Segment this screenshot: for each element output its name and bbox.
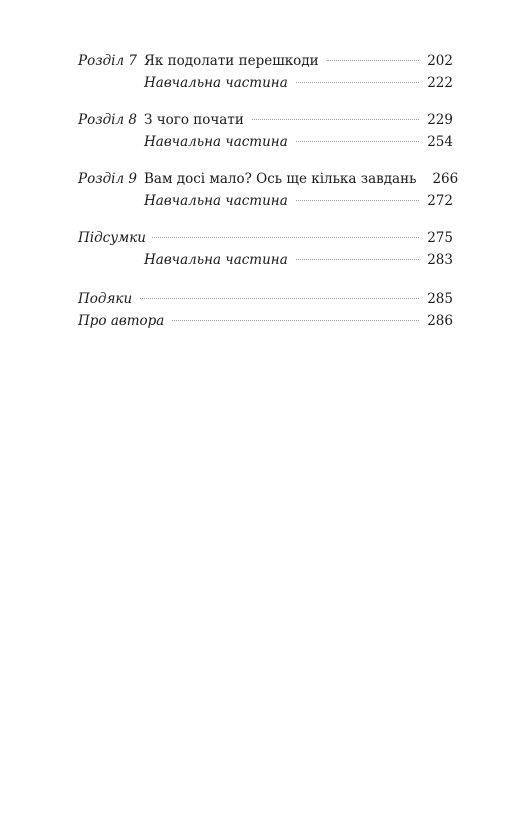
dot-leader (252, 119, 419, 120)
dot-leader (296, 259, 419, 260)
dot-leader (152, 237, 419, 238)
toc-entry[interactable] (78, 227, 453, 249)
page-number: 285 (427, 291, 453, 307)
toc-subentry[interactable] (78, 190, 453, 212)
chapter-label: Розділ 8 (78, 112, 137, 128)
toc-chapter-7 (78, 50, 453, 94)
dot-leader (296, 200, 419, 201)
toc-subentry[interactable] (78, 249, 453, 271)
page-number: 202 (427, 53, 453, 69)
dot-leader (296, 82, 419, 83)
page-number: 272 (427, 193, 453, 209)
toc-summary (78, 227, 453, 271)
dot-leader (296, 141, 419, 142)
chapter-title: Вам досі мало? Ось ще кілька завдань (144, 171, 417, 187)
chapter-title: Як подолати перешкоди (144, 53, 319, 69)
dot-leader (140, 298, 419, 299)
entry-title: Про автора (78, 313, 165, 329)
subsection-title: Навчальна частина (144, 252, 288, 268)
page-number: 254 (427, 134, 453, 150)
dot-leader (172, 320, 419, 321)
table-of-contents (78, 50, 459, 347)
toc-entry-about-author[interactable] (78, 310, 453, 332)
subsection-title: Навчальна частина (144, 193, 288, 209)
toc-subentry[interactable] (78, 131, 453, 153)
toc-entry[interactable] (78, 109, 453, 131)
toc-subentry[interactable] (78, 72, 453, 94)
page-number: 222 (427, 75, 453, 91)
chapter-label: Розділ 7 (78, 53, 137, 69)
page-number: 229 (427, 112, 453, 128)
page-number: 266 (432, 171, 459, 187)
dot-leader (327, 60, 420, 61)
page-number: 286 (427, 313, 453, 329)
page-number: 275 (427, 230, 453, 246)
subsection-title: Навчальна частина (144, 134, 288, 150)
chapter-label: Розділ 9 (78, 171, 137, 187)
summary-label: Підсумки (78, 230, 146, 246)
entry-title: Подяки (78, 291, 133, 307)
subsection-title: Навчальна частина (144, 75, 288, 91)
toc-entry[interactable] (78, 168, 459, 190)
chapter-title: З чого почати (144, 112, 244, 128)
toc-back-matter (78, 288, 453, 332)
toc-chapter-9 (78, 168, 459, 212)
toc-entry-acknowledgements[interactable] (78, 288, 453, 310)
page-number: 283 (427, 252, 453, 268)
toc-chapter-8 (78, 109, 453, 153)
toc-entry[interactable] (78, 50, 453, 72)
